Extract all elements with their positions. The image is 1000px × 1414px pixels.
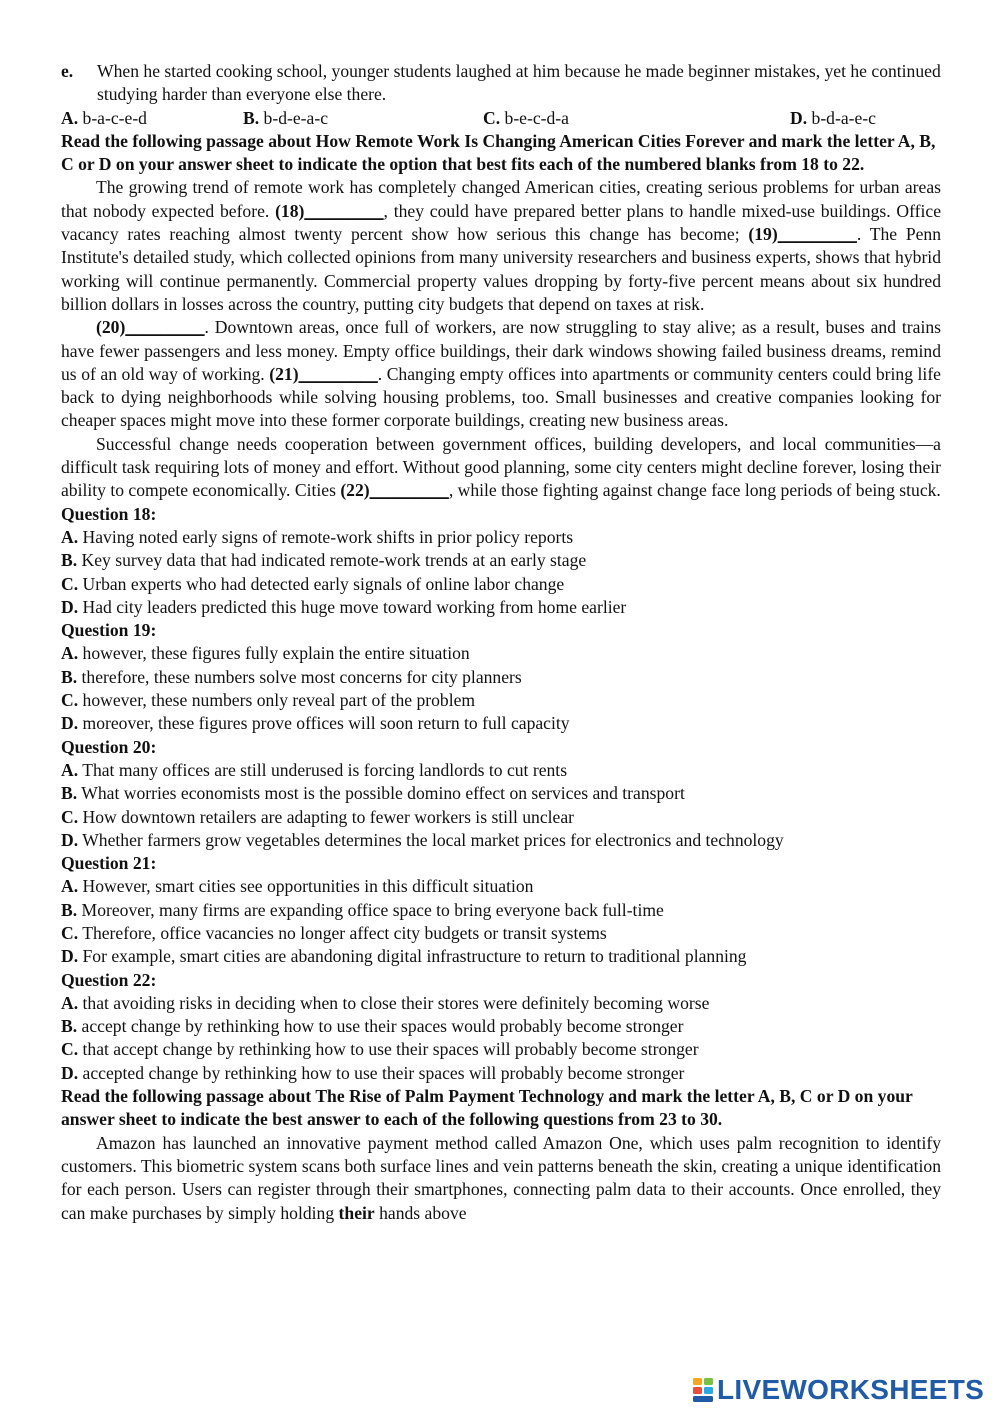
blank-21: (21)_________ [269,363,378,384]
question-21 [61,852,941,968]
liveworksheets-wordmark: LIVEWORKSHEETS [717,1374,985,1405]
question-title: Question 19: [61,620,157,641]
blank-19: (19)_________ [748,224,857,245]
question-21-option-d: D. For example, smart cities are abandoning digital infrastructure to return to traditional planning [61,946,747,967]
blank-20: (20)_________ [96,317,205,338]
liveworksheets-logo [692,1376,984,1404]
question-18-option-a: A. Having noted early signs of remote-work shifts in prior policy reports [61,526,574,547]
option-d: D. b-d-a-e-c [790,107,876,128]
question-19-option-b: B. therefore, these numbers solve most concerns for city planners [61,666,522,687]
passage1-paragraph-1: The growing trend of remote work has completely changed American cities, creating serious problems for urban areas that nobody expected before. (18)_________, they could have prepared better plans to handle mixed-use buildings. Office vacancy rates reaching almost twenty percent show how serious this change has become; (19)_________. The Penn Institute's detailed study, which collected opinions from many university researchers and business experts, shows that hybrid working will continue permanently. Commercial property values dropping by forty-five percent means about six hundred billion dollars in losses across the country, putting city budgets that depend on taxes at risk. [61,177,942,314]
question-21-option-a: A. However, smart cities see opportunities in this difficult situation [61,876,534,897]
question-22 [61,969,941,1085]
question-19-option-a: A. however, these figures fully explain the entire situation [61,643,470,664]
worksheet-page [61,60,941,1225]
option-c: C. b-e-c-d-a [483,107,569,128]
passage1-paragraph-3: Successful change needs cooperation between government offices, building developers, and local communities—a difficult task requiring lots of money and effort. Without good planning, some city centers might decline forever, losing their ability to compete economically. Cities (22)_________, while those fighting against change face long periods of being stuck. [61,433,941,501]
blank-22: (22)_________ [340,480,449,501]
item-label: e. [61,61,74,81]
question-title: Question 21: [61,853,157,874]
question-19 [61,619,941,735]
blank-18: (18)_________ [275,200,384,221]
passage2-instruction: Read the following passage about The Rise of Palm Payment Technology and mark the letter A, B, C or D on your answer sheet to indicate the best answer to each of the following questions from 23 to 30. [61,1086,913,1130]
question-18-option-b: B. Key survey data that had indicated remote-work trends at an early stage [61,550,587,571]
question-22-option-a: A. that avoiding risks in deciding when to close their stores were definitely becoming worse [61,992,710,1013]
passage2-paragraph-1: Amazon has launched an innovative payment method called Amazon One, which uses palm recognition to identify customers. This biometric system scans both surface lines and vein patterns beneath the skin, creating a unique identification for each person. Users can register through their smartphones, connecting palm data to their accounts. Once enrolled, they can make purchases by simply holding their hands above [61,1132,941,1223]
question-18-option-d: D. Had city leaders predicted this huge move toward working from home earlier [61,596,627,617]
previous-item-options [61,107,941,130]
passage1-paragraph-2: (20)_________. Downtown areas, once full of workers, are now struggling to stay alive; as a result, buses and trains have fewer passengers and less money. Empty office buildings, their dark windows showing failed business dreams, remind us of an old way of working. (21)_________. Changing empty offices into apartments or community centers could bring life back to dying neighborhoods while solving housing problems, too. Small businesses and creative companies looking for cheaper spaces might move into these former corporate buildings, creating new business areas. [61,317,941,431]
question-20-option-b: B. What worries economists most is the possible domino effect on services and transport [61,783,685,804]
bold-reference-word: their [338,1202,375,1223]
item-text: When he started cooking school, younger students laughed at him because he made beginner mistakes, yet he continued studying harder than everyone else there. [97,61,941,105]
question-20-option-c: C. How downtown retailers are adapting to fewer workers is still unclear [61,806,575,827]
question-19-option-d: D. moreover, these figures prove offices will soon return to full capacity [61,713,570,734]
option-a: A. b-a-c-e-d [61,107,147,128]
question-20-option-d: D. Whether farmers grow vegetables determines the local market prices for electronics and technology [61,829,784,850]
question-title: Question 18: [61,503,157,524]
question-18 [61,503,941,619]
previous-item-e [61,60,941,107]
question-22-option-d: D. accepted change by rethinking how to use their spaces will probably become stronger [61,1062,685,1083]
option-b: B. b-d-e-a-c [243,107,329,128]
question-title: Question 22: [61,969,157,990]
question-22-option-b: B. accept change by rethinking how to use their spaces would probably become stronger [61,1016,684,1037]
liveworksheets-icon [692,1377,714,1403]
question-21-option-c: C. Therefore, office vacancies no longer affect city budgets or transit systems [61,922,607,943]
question-18-option-c: C. Urban experts who had detected early signals of online labor change [61,573,565,594]
question-20-option-a: A. That many offices are still underused is forcing landlords to cut rents [61,759,568,780]
question-22-option-c: C. that accept change by rethinking how to use their spaces will probably become stronger [61,1039,699,1060]
question-20 [61,736,941,852]
passage1-instruction: Read the following passage about How Remote Work Is Changing American Cities Forever and mark the letter A, B, C or D on your answer sheet to indicate the option that best fits each of the numbered blanks from 18 to 22. [61,130,936,175]
question-title: Question 20: [61,736,157,757]
question-21-option-b: B. Moreover, many firms are expanding office space to bring everyone back full-time [61,899,664,920]
question-19-option-c: C. however, these numbers only reveal part of the problem [61,690,476,711]
